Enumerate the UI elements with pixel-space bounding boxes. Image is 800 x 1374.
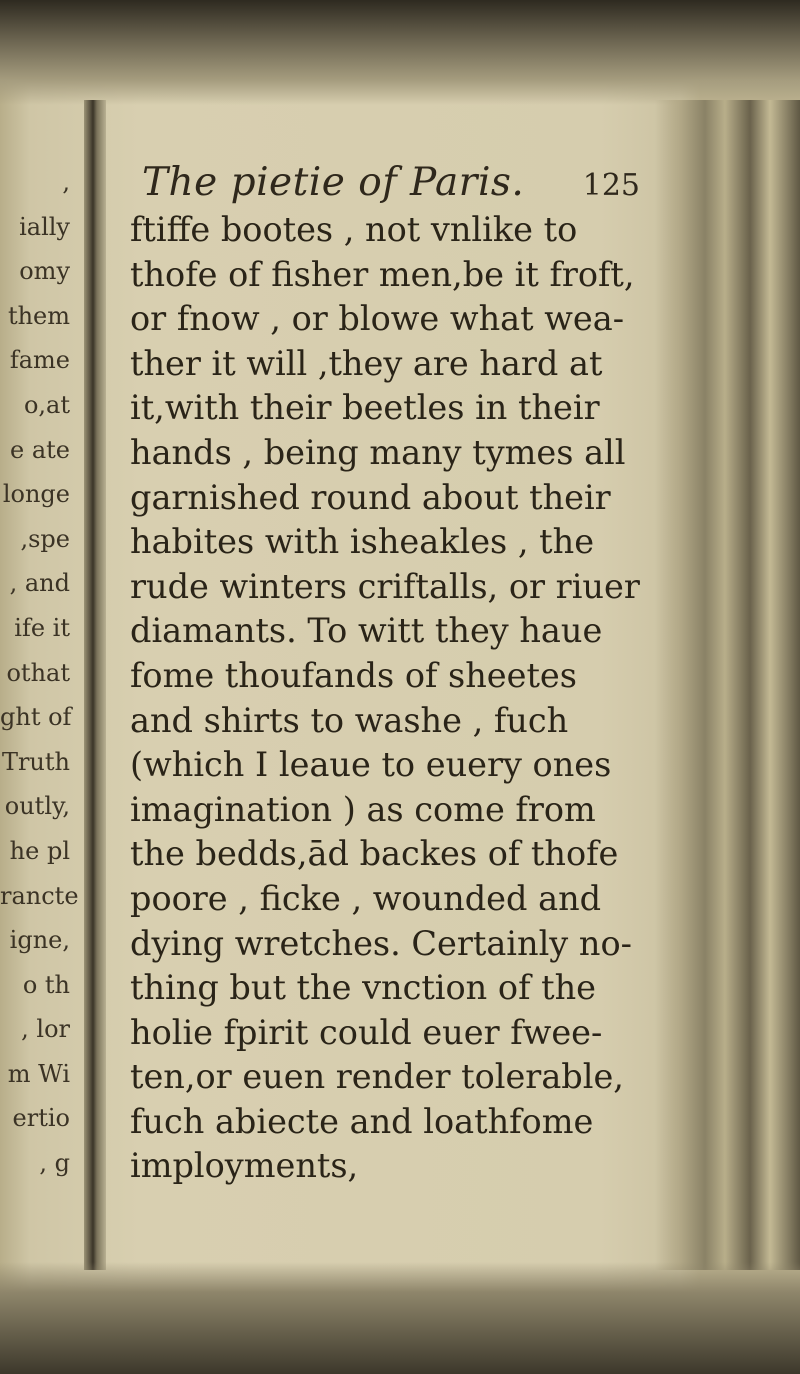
- text-line: poore , ficke , wounded and: [130, 878, 602, 918]
- margin-fragment: o th: [22, 970, 70, 999]
- margin-fragment: Truth: [1, 747, 70, 776]
- text-line: ftiffe bootes , not vnlike to: [130, 210, 578, 249]
- margin-fragment: ially: [19, 212, 70, 241]
- margin-fragment: ,: [62, 168, 70, 196]
- text-line: garnished round about their: [130, 477, 611, 517]
- bottom-shadow: [0, 1262, 800, 1374]
- body-text: [130, 208, 655, 1189]
- text-line: dying wretches. Certainly no-: [130, 923, 632, 963]
- margin-fragment: rancte: [0, 881, 79, 910]
- facing-page-margin: [0, 160, 80, 1260]
- text-line: rude winters criftalls, or riuer: [130, 566, 640, 606]
- margin-fragment: them: [7, 301, 70, 330]
- margin-fragment: igne,: [9, 926, 70, 955]
- margin-fragment: fame: [9, 346, 70, 375]
- text-line: habites with isheakles , the: [130, 522, 595, 562]
- margin-fragment: m Wi: [7, 1059, 70, 1088]
- margin-fragment: , and: [9, 569, 70, 598]
- page-number: 125: [582, 168, 640, 203]
- margin-fragment: ertio: [12, 1104, 70, 1133]
- margin-fragment: o,at: [23, 390, 70, 419]
- top-shadow: [0, 0, 800, 105]
- page-edge-shadow: [655, 100, 800, 1270]
- margin-fragment: outly,: [4, 792, 70, 821]
- text-line: fuch abiecte and loathfome: [130, 1101, 594, 1141]
- margin-fragment: ,spe: [20, 524, 70, 553]
- text-line: or fnow , or blowe what wea-: [130, 299, 625, 339]
- text-line: hands , being many tymes all: [130, 432, 626, 472]
- text-line: holie fpirit could euer fwee-: [130, 1012, 603, 1052]
- margin-fragment: e ate: [10, 435, 70, 464]
- margin-fragment: ife it: [14, 613, 70, 642]
- text-line: diamants. To witt they haue: [130, 611, 603, 651]
- running-title: The pietie of Paris.: [142, 160, 525, 205]
- text-line: imployments,: [130, 1146, 359, 1186]
- text-line: ten,or euen render tolerable,: [130, 1057, 624, 1097]
- margin-fragment: he pl: [9, 836, 70, 865]
- margin-fragment: , lor: [21, 1015, 70, 1044]
- text-line: and shirts to washe , fuch: [130, 700, 569, 740]
- text-line: the bedds,ād backes of thofe: [130, 834, 619, 874]
- margin-fragment: longe: [2, 480, 70, 509]
- text-line: thing but the vnction of the: [130, 968, 596, 1008]
- margin-fragment: ght of: [0, 703, 72, 732]
- text-line: thofe of fisher men,be it froft,: [130, 254, 635, 294]
- margin-fragment: , g: [39, 1149, 70, 1178]
- text-line: it,with their beetles in their: [130, 388, 600, 428]
- text-line: ther it will ,they are hard at: [130, 343, 603, 383]
- text-line: (which I leaue to euery ones: [130, 745, 612, 785]
- margin-fragment: othat: [6, 658, 70, 687]
- margin-fragment: omy: [19, 257, 70, 286]
- book-gutter: [84, 100, 106, 1270]
- text-line: fome thoufands of sheetes: [130, 655, 577, 695]
- text-line: imagination ) as come from: [130, 789, 596, 829]
